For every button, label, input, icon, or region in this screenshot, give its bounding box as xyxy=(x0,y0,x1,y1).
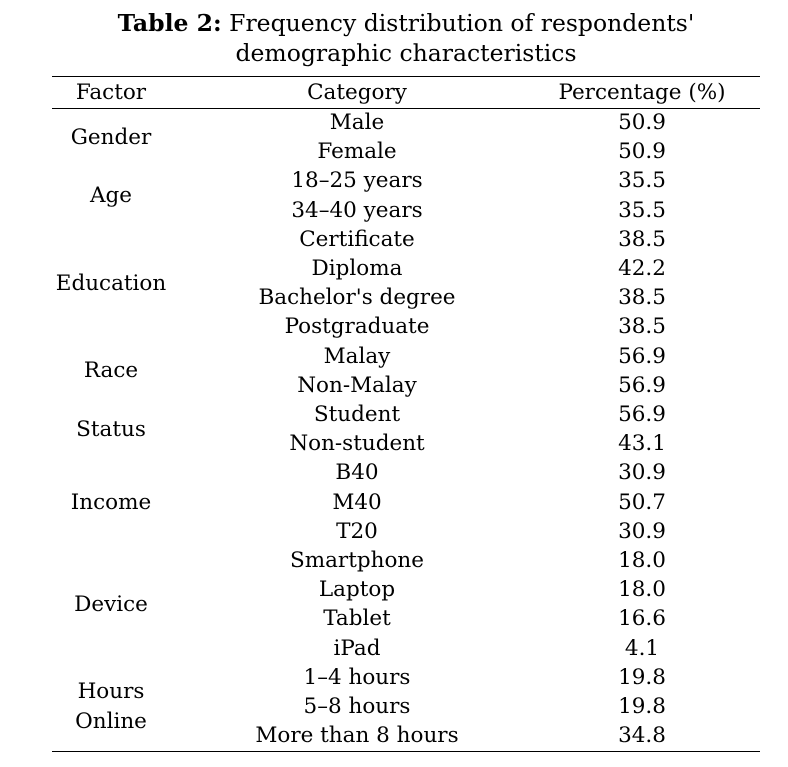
table-cell-percentage: 38.5 xyxy=(618,285,666,311)
table-cell-percentage: 38.5 xyxy=(618,314,666,340)
table-cell-category: Female xyxy=(317,139,397,165)
table-cell-category: Smartphone xyxy=(290,548,424,573)
table-cell-percentage: 38.5 xyxy=(618,226,666,252)
table-cell-percentage: 56.9 xyxy=(618,402,666,427)
table-cell-category: 34–40 years xyxy=(291,197,423,223)
table-caption xyxy=(52,8,760,68)
table-cell-percentage: 30.9 xyxy=(618,460,666,486)
table-cell-factor: Race xyxy=(83,358,139,384)
header-category: Category xyxy=(307,80,407,105)
table-cell-factor: Income xyxy=(70,489,152,515)
table-cell-category: 1–4 hours xyxy=(303,664,411,690)
table-top-rule xyxy=(52,76,760,77)
table-cell-percentage: 18.0 xyxy=(618,577,666,603)
table-cell-percentage: 35.5 xyxy=(618,197,666,223)
table-cell-factor: Status xyxy=(76,416,146,442)
table-cell-percentage: 56.9 xyxy=(618,372,666,398)
table-cell-category: T20 xyxy=(336,518,378,544)
table-cell-category: Malay xyxy=(323,343,391,369)
table-cell-category: Non-student xyxy=(289,431,425,457)
table-cell-percentage: 50.9 xyxy=(618,139,666,165)
header-percentage: Percentage (%) xyxy=(558,80,726,105)
table-cell-factor: Gender xyxy=(70,124,152,150)
table-cell-category: 5–8 hours xyxy=(303,694,411,719)
table-cell-category: Laptop xyxy=(318,577,396,603)
table-cell-category: B40 xyxy=(335,460,379,486)
table-cell-percentage: 34.8 xyxy=(618,723,666,749)
table-cell-percentage: 42.2 xyxy=(618,256,666,281)
table-cell-factor: Device xyxy=(74,591,148,617)
caption-label: Table 2: xyxy=(117,9,222,37)
table-cell-category: M40 xyxy=(332,489,382,515)
table-cell-percentage: 50.9 xyxy=(618,110,666,135)
table-cell-percentage: 56.9 xyxy=(618,343,666,369)
table-cell-factor: Education xyxy=(55,270,167,296)
table-bottom-rule xyxy=(52,751,760,752)
table-cell-percentage: 30.9 xyxy=(618,518,666,544)
table-cell-category: More than 8 hours xyxy=(255,723,459,749)
table-cell-percentage: 43.1 xyxy=(618,431,666,457)
table-cell-factor: Hours Online xyxy=(75,679,147,734)
table-cell-category: Certificate xyxy=(299,226,415,252)
table-cell-category: 18–25 years xyxy=(291,168,423,194)
table-cell-category: Tablet xyxy=(323,606,391,632)
table-cell-factor: Age xyxy=(89,183,132,208)
header-factor: Factor xyxy=(75,80,147,105)
table-cell-category: Bachelor's degree xyxy=(258,285,456,311)
table-cell-percentage: 18.0 xyxy=(618,548,666,573)
table-cell-category: Diploma xyxy=(311,256,403,281)
table-cell-category: Postgraduate xyxy=(284,314,430,340)
table-cell-category: iPad xyxy=(333,635,381,661)
table-cell-percentage: 4.1 xyxy=(624,635,660,661)
table-cell-category: Student xyxy=(313,402,401,427)
table-cell-category: Male xyxy=(329,110,385,135)
table-cell-percentage: 16.6 xyxy=(618,606,666,632)
table-cell-percentage: 19.8 xyxy=(618,694,666,719)
table-cell-percentage: 19.8 xyxy=(618,664,666,690)
table-cell-category: Non-Malay xyxy=(297,372,417,398)
table-cell-percentage: 50.7 xyxy=(618,489,666,515)
caption-text: Frequency distribution of respondents' demographic characteristics xyxy=(229,9,695,67)
table-cell-percentage: 35.5 xyxy=(618,168,666,194)
